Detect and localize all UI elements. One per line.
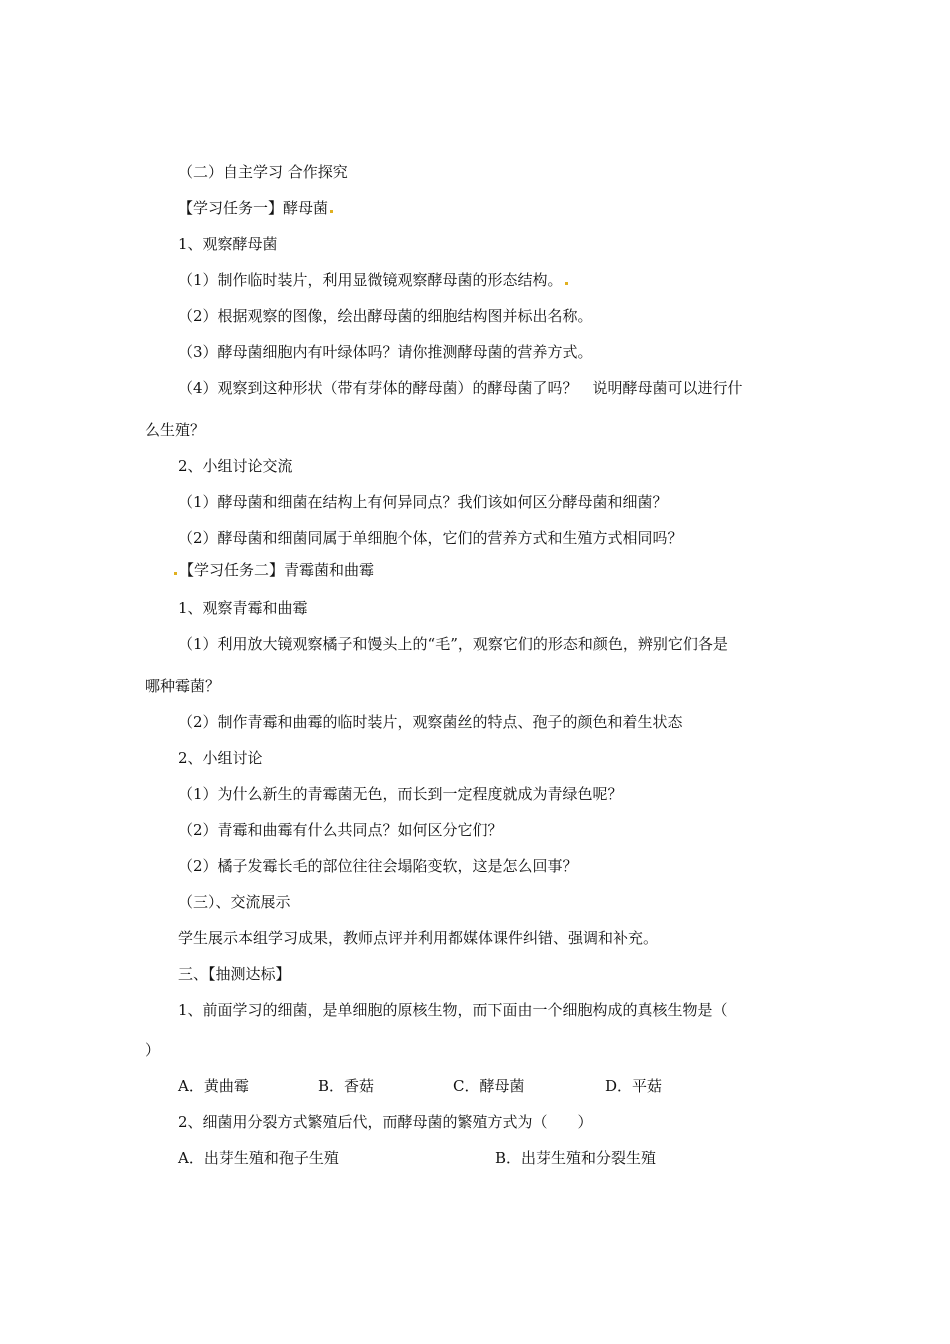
task2-discussion-3: （2）橘子发霉长毛的部位往往会塌陷变软，这是怎么回事？ <box>178 857 578 875</box>
task2-title-line <box>174 560 374 580</box>
task1-question-2: （2）根据观察的图像，绘出酵母菌的细胞结构图并标出名称。 <box>178 307 593 325</box>
task2-question-2: （2）制作青霉和曲霉的临时装片，观察菌丝的特点、孢子的颜色和着生状态 <box>178 713 683 731</box>
section-heading-self-study: （二）自主学习 合作探究 <box>178 163 348 181</box>
task1-question-1-line <box>178 270 568 290</box>
task1-discussion-1: （1）酵母菌和细菌在结构上有何异同点？我们该如何区分酵母菌和细菌？ <box>178 493 668 511</box>
task2-title: 【学习任务二】青霉菌和曲霉 <box>179 561 375 579</box>
section-heading-presentation: （三）、交流展示 <box>178 893 291 911</box>
marker-dot <box>174 572 177 575</box>
test-question-1-cont: ） <box>145 1041 161 1059</box>
q1-option-d: D．平菇 <box>605 1077 663 1095</box>
task2-discussion-heading: 2、小组讨论 <box>178 749 263 767</box>
task1-title-line <box>178 198 333 218</box>
task2-question-1: （1）利用放大镜观察橘子和馒头上的“毛”，观察它们的形态和颜色，辨别它们各是 <box>178 635 728 653</box>
marker-dot <box>565 282 568 285</box>
task1-observe-heading: 1、观察酵母菌 <box>178 235 278 253</box>
task1-question-4-cont: 么生殖？ <box>145 421 206 439</box>
q1-option-c: C．酵母菌 <box>453 1077 525 1095</box>
marker-dot <box>330 210 333 213</box>
test-question-2: 2、细菌用分裂方式繁殖后代，而酵母菌的繁殖方式为（ ） <box>178 1113 593 1131</box>
task1-discussion-2: （2）酵母菌和细菌同属于单细胞个体，它们的营养方式和生殖方式相同吗？ <box>178 529 683 547</box>
q2-option-b: B．出芽生殖和分裂生殖 <box>495 1149 657 1167</box>
section-heading-test: 三、【抽测达标】 <box>178 965 291 983</box>
task1-question-4: （4）观察到这种形状（带有芽体的酵母菌）的酵母菌了吗？ 说明酵母菌可以进行什 <box>178 379 743 397</box>
q2-option-a: A．出芽生殖和孢子生殖 <box>178 1149 339 1167</box>
test-question-1: 1、前面学习的细菌，是单细胞的原核生物，而下面由一个细胞构成的真核生物是（ <box>178 1001 728 1019</box>
task1-question-1: （1）制作临时装片，利用显微镜观察酵母菌的形态结构。 <box>178 271 563 289</box>
task2-observe-heading: 1、观察青霉和曲霉 <box>178 599 308 617</box>
q1-option-b: B．香菇 <box>318 1077 375 1095</box>
task1-title: 【学习任务一】酵母菌 <box>178 199 329 217</box>
task2-question-1-cont: 哪种霉菌？ <box>145 677 221 695</box>
task1-question-3: （3）酵母菌细胞内有叶绿体吗？请你推测酵母菌的营养方式。 <box>178 343 593 361</box>
q1-option-a: A．黄曲霉 <box>178 1077 249 1095</box>
presentation-text: 学生展示本组学习成果，教师点评并利用都媒体课件纠错、强调和补充。 <box>178 929 659 947</box>
task2-discussion-1: （1）为什么新生的青霉菌无色，而长到一定程度就成为青绿色呢？ <box>178 785 623 803</box>
task1-discussion-heading: 2、小组讨论交流 <box>178 457 293 475</box>
task2-discussion-2: （2）青霉和曲霉有什么共同点？如何区分它们？ <box>178 821 503 839</box>
